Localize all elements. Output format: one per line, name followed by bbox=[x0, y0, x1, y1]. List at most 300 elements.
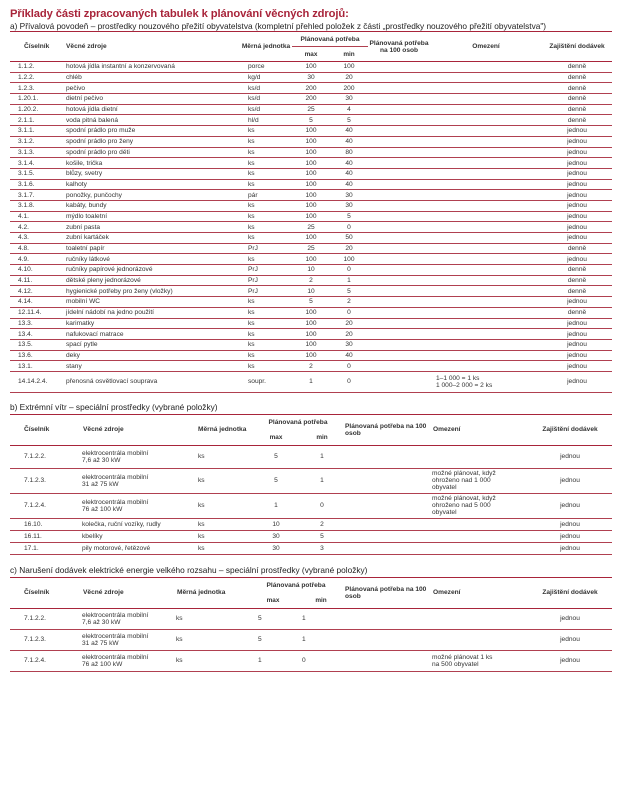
cell-limit bbox=[430, 115, 542, 126]
cell-name: elektrocentrála mobilní 76 až 100 kW bbox=[82, 653, 149, 668]
section-c-body bbox=[10, 608, 612, 671]
cell-max: 100 bbox=[305, 148, 317, 156]
cell-max: 25 bbox=[307, 223, 315, 231]
cell-code: 16.10. bbox=[24, 520, 43, 528]
cell-unit: PrJ bbox=[248, 287, 258, 295]
cell-name: karimatky bbox=[66, 319, 95, 327]
cell-supply: denně bbox=[567, 287, 587, 295]
cell-limit bbox=[430, 361, 542, 372]
cell-name: ručníky papírové jednorázové bbox=[66, 266, 153, 274]
cell-code: 3.1.8. bbox=[18, 202, 35, 210]
cell-supply: jednou bbox=[567, 191, 587, 199]
cell-per100 bbox=[368, 361, 430, 372]
table-row bbox=[10, 445, 612, 468]
section-c-title: c) Narušení dodávek elektrické energie velkého rozsahu – speciální prostředky (vybrané položky) bbox=[10, 564, 368, 575]
cell-code: 13.6. bbox=[18, 351, 33, 359]
cell-name: kbelíky bbox=[82, 532, 103, 540]
cell-code: 4.14. bbox=[18, 298, 33, 306]
cell-supply: denně bbox=[567, 95, 587, 103]
table-row bbox=[10, 361, 612, 372]
header-resource: Věcné zdroje bbox=[83, 426, 124, 434]
cell-per100 bbox=[368, 168, 430, 179]
section-a-body bbox=[10, 62, 612, 393]
table-row bbox=[10, 243, 612, 254]
cell-code: 3.1.2. bbox=[18, 138, 35, 146]
cell-min: 50 bbox=[345, 234, 353, 242]
cell-max: 5 bbox=[274, 477, 278, 485]
cell-min: 40 bbox=[345, 127, 353, 135]
table-row bbox=[10, 233, 612, 244]
cell-name: kabáty, bundy bbox=[66, 202, 107, 210]
cell-code: 3.1.6. bbox=[18, 180, 35, 188]
cell-per100 bbox=[344, 468, 432, 493]
cell-min: 0 bbox=[347, 309, 351, 317]
cell-per100 bbox=[368, 275, 430, 286]
cell-limit bbox=[430, 62, 542, 73]
header-planned: Plánovaná potřeba bbox=[268, 418, 328, 426]
cell-supply: jednou bbox=[567, 341, 587, 349]
cell-per100 bbox=[368, 233, 430, 244]
cell-per100 bbox=[344, 518, 432, 530]
cell-unit: ks bbox=[248, 180, 255, 188]
cell-code: 7.1.2.4. bbox=[24, 502, 46, 510]
cell-code: 3.1.7. bbox=[18, 191, 35, 199]
cell-supply: jednou bbox=[567, 298, 587, 306]
table-row bbox=[10, 94, 612, 105]
cell-unit: pár bbox=[248, 191, 258, 199]
cell-per100 bbox=[368, 371, 430, 392]
cell-unit: PrJ bbox=[248, 245, 258, 253]
cell-supply: jednou bbox=[560, 615, 580, 623]
cell-max: 30 bbox=[272, 544, 280, 552]
cell-max: 5 bbox=[258, 636, 262, 644]
cell-max: 100 bbox=[305, 127, 317, 135]
table-row bbox=[10, 493, 612, 518]
cell-min: 4 bbox=[347, 106, 351, 114]
cell-min: 0 bbox=[347, 378, 351, 386]
cell-supply: jednou bbox=[567, 223, 587, 231]
cell-per100 bbox=[344, 608, 432, 629]
cell-name: zubní pasta bbox=[66, 223, 101, 231]
cell-unit: ks bbox=[248, 159, 255, 167]
cell-max: 100 bbox=[305, 170, 317, 178]
cell-limit bbox=[430, 329, 542, 340]
header-limits: Omezení bbox=[433, 589, 461, 597]
cell-per100 bbox=[368, 265, 430, 276]
cell-max: 25 bbox=[307, 106, 315, 114]
cell-limit bbox=[430, 339, 542, 350]
cell-limit bbox=[432, 518, 528, 530]
cell-max: 5 bbox=[309, 298, 313, 306]
cell-per100 bbox=[368, 318, 430, 329]
cell-limit bbox=[430, 350, 542, 361]
cell-limit bbox=[430, 286, 542, 297]
cell-code: 4.11. bbox=[18, 277, 33, 285]
cell-per100 bbox=[344, 445, 432, 468]
header-resource: Věcné zdroje bbox=[83, 589, 124, 597]
cell-supply: denně bbox=[567, 116, 587, 124]
cell-limit bbox=[432, 629, 528, 650]
cell-max: 100 bbox=[305, 202, 317, 210]
cell-max: 1 bbox=[309, 378, 313, 386]
cell-max: 5 bbox=[274, 453, 278, 461]
cell-per100 bbox=[368, 136, 430, 147]
table-row bbox=[10, 608, 612, 629]
cell-min: 40 bbox=[345, 180, 353, 188]
cell-supply: denně bbox=[567, 63, 587, 71]
cell-min: 5 bbox=[347, 287, 351, 295]
cell-max: 2 bbox=[309, 277, 313, 285]
cell-limit bbox=[430, 190, 542, 201]
cell-unit: porce bbox=[248, 63, 265, 71]
header-supply: Zajištění dodávek bbox=[542, 589, 598, 597]
cell-supply: jednou bbox=[567, 378, 587, 386]
cell-unit: ks bbox=[198, 520, 205, 528]
cell-per100 bbox=[368, 147, 430, 158]
cell-min: 5 bbox=[347, 212, 351, 220]
cell-supply: jednou bbox=[567, 351, 587, 359]
table-row bbox=[10, 629, 612, 650]
cell-limit: možné plánovat 1 ks na 500 obyvatel bbox=[432, 653, 493, 668]
cell-supply: jednou bbox=[567, 148, 587, 156]
table-row bbox=[10, 318, 612, 329]
cell-min: 30 bbox=[345, 341, 353, 349]
cell-unit: ks bbox=[248, 298, 255, 306]
cell-name: elektrocentrála mobilní 31 až 75 kW bbox=[82, 632, 149, 647]
cell-unit: ks bbox=[248, 127, 255, 135]
cell-max: 100 bbox=[305, 180, 317, 188]
cell-unit: ks bbox=[248, 362, 255, 370]
cell-limit bbox=[430, 126, 542, 137]
table-row bbox=[10, 62, 612, 73]
cell-unit: soupr. bbox=[248, 378, 266, 386]
cell-min: 20 bbox=[345, 245, 353, 253]
cell-supply: jednou bbox=[567, 159, 587, 167]
cell-unit: PrJ bbox=[248, 266, 258, 274]
cell-min: 1 bbox=[302, 636, 306, 644]
cell-code: 4.3. bbox=[18, 234, 29, 242]
cell-code: 13.3. bbox=[18, 319, 33, 327]
cell-code: 13.1. bbox=[18, 362, 33, 370]
cell-code: 3.1.1. bbox=[18, 127, 35, 135]
cell-min: 1 bbox=[302, 615, 306, 623]
cell-code: 7.1.2.2. bbox=[24, 453, 46, 461]
cell-limit bbox=[432, 542, 528, 554]
section-b-body bbox=[10, 445, 612, 554]
cell-max: 200 bbox=[305, 84, 317, 92]
cell-min: 2 bbox=[320, 520, 324, 528]
cell-supply: jednou bbox=[560, 453, 580, 461]
cell-limit bbox=[430, 254, 542, 265]
cell-max: 25 bbox=[307, 245, 315, 253]
table-row bbox=[10, 371, 612, 392]
cell-code: 1.2.2. bbox=[18, 74, 35, 82]
header-supply: Zajištění dodávek bbox=[542, 426, 598, 434]
cell-name: elektrocentrála mobilní 7,6 až 30 kW bbox=[82, 611, 149, 626]
header-resource: Věcné zdroje bbox=[66, 43, 107, 50]
section-a-title: a) Přívalová povodeň – prostředky nouzového přežití obyvatelstva (kompletní přehled položek z části „prostředky nouzového přežití obyvatelstva") bbox=[10, 21, 547, 31]
table-row bbox=[10, 136, 612, 147]
section-b-title: b) Extrémní vítr – speciální prostředky (vybrané položky) bbox=[10, 401, 218, 412]
cell-min: 40 bbox=[345, 138, 353, 146]
cell-supply: denně bbox=[567, 84, 587, 92]
cell-unit: ks bbox=[176, 636, 183, 644]
header-per100: Plánovaná potřeba na 100 osob bbox=[345, 422, 427, 437]
cell-min: 200 bbox=[343, 84, 355, 92]
cell-name: spodní prádlo pro ženy bbox=[66, 138, 134, 146]
cell-min: 0 bbox=[347, 266, 351, 274]
cell-code: 3.1.3. bbox=[18, 148, 35, 156]
cell-min: 1 bbox=[320, 453, 324, 461]
cell-limit bbox=[430, 72, 542, 83]
cell-min: 30 bbox=[345, 191, 353, 199]
header-code: Číselník bbox=[24, 426, 50, 434]
cell-supply: denně bbox=[567, 74, 587, 82]
cell-limit bbox=[432, 530, 528, 542]
cell-supply: jednou bbox=[560, 636, 580, 644]
header-limits: Omezení bbox=[472, 43, 500, 50]
cell-name: voda pitná balená bbox=[66, 116, 119, 124]
cell-limit bbox=[430, 307, 542, 318]
cell-supply: jednou bbox=[567, 138, 587, 146]
cell-min: 80 bbox=[345, 148, 353, 156]
cell-min: 5 bbox=[347, 116, 351, 124]
cell-unit: ks bbox=[248, 170, 255, 178]
cell-limit bbox=[430, 265, 542, 276]
table-row bbox=[10, 650, 612, 671]
table-row bbox=[10, 530, 612, 542]
cell-name: hotová jídla instantní a konzervovaná bbox=[66, 63, 175, 71]
cell-code: 4.9. bbox=[18, 255, 29, 263]
table-row bbox=[10, 329, 612, 340]
table-row bbox=[10, 339, 612, 350]
cell-max: 10 bbox=[307, 287, 315, 295]
cell-max: 100 bbox=[305, 63, 317, 71]
table-row bbox=[10, 147, 612, 158]
cell-unit: ks bbox=[198, 502, 205, 510]
cell-supply: denně bbox=[567, 245, 587, 253]
cell-code: 4.2. bbox=[18, 223, 29, 231]
cell-per100 bbox=[368, 222, 430, 233]
header-unit: Měrná jednotka bbox=[241, 43, 291, 50]
header-unit: Měrná jednotka bbox=[198, 426, 247, 434]
cell-limit bbox=[430, 136, 542, 147]
cell-min: 5 bbox=[320, 532, 324, 540]
header-planned: Plánovaná potřeba bbox=[292, 32, 368, 47]
cell-code: 4.12. bbox=[18, 287, 33, 295]
cell-supply: jednou bbox=[560, 544, 580, 552]
cell-supply: jednou bbox=[567, 330, 587, 338]
cell-limit bbox=[430, 297, 542, 308]
cell-per100 bbox=[344, 650, 432, 671]
cell-name: jídelní nádobí na jedno použití bbox=[66, 309, 154, 317]
cell-supply: jednou bbox=[567, 234, 587, 242]
table-row bbox=[10, 307, 612, 318]
cell-name: pečivo bbox=[66, 84, 86, 92]
cell-per100 bbox=[368, 329, 430, 340]
cell-per100 bbox=[368, 297, 430, 308]
section-a-table bbox=[10, 32, 612, 393]
cell-unit: PrJ bbox=[248, 277, 258, 285]
table-row bbox=[10, 275, 612, 286]
cell-max: 1 bbox=[258, 657, 262, 665]
cell-code: 1.2.3. bbox=[18, 84, 35, 92]
cell-name: hygienické potřeby pro ženy (vložky) bbox=[66, 287, 173, 295]
cell-name: spodní prádlo pro muže bbox=[66, 127, 136, 135]
cell-name: pily motorové, řetězové bbox=[82, 544, 151, 552]
cell-max: 100 bbox=[305, 212, 317, 220]
cell-unit: ks bbox=[248, 138, 255, 146]
header-max: max bbox=[269, 433, 283, 441]
cell-unit: ks/d bbox=[248, 84, 261, 92]
cell-max: 10 bbox=[307, 266, 315, 274]
cell-per100 bbox=[368, 243, 430, 254]
cell-unit: kg/d bbox=[248, 74, 261, 82]
cell-code: 3.1.5. bbox=[18, 170, 35, 178]
cell-name: kalhoty bbox=[66, 180, 87, 188]
cell-per100 bbox=[368, 307, 430, 318]
cell-limit bbox=[430, 94, 542, 105]
cell-min: 1 bbox=[320, 477, 324, 485]
cell-per100 bbox=[344, 493, 432, 518]
cell-unit: ks bbox=[198, 544, 205, 552]
cell-min: 30 bbox=[345, 95, 353, 103]
cell-max: 10 bbox=[272, 520, 280, 528]
cell-unit: ks bbox=[176, 615, 183, 623]
cell-limit bbox=[430, 243, 542, 254]
cell-name: ponožky, punčochy bbox=[66, 191, 122, 199]
cell-name: spodní prádlo pro děti bbox=[66, 148, 130, 156]
cell-unit: ks bbox=[248, 223, 255, 231]
cell-per100 bbox=[368, 190, 430, 201]
cell-supply: jednou bbox=[567, 170, 587, 178]
cell-limit bbox=[430, 211, 542, 222]
cell-limit bbox=[430, 168, 542, 179]
cell-max: 100 bbox=[305, 351, 317, 359]
cell-min: 20 bbox=[345, 330, 353, 338]
table-row bbox=[10, 158, 612, 169]
table-row bbox=[10, 104, 612, 115]
cell-max: 100 bbox=[305, 234, 317, 242]
cell-name: kolečka, ruční vozíky, rudly bbox=[82, 520, 161, 528]
cell-min: 40 bbox=[345, 159, 353, 167]
cell-min: 100 bbox=[343, 63, 355, 71]
cell-code: 1.20.1. bbox=[18, 95, 39, 103]
cell-code: 1.20.2. bbox=[18, 106, 39, 114]
cell-name: elektrocentrála mobilní 7,6 až 30 kW bbox=[82, 449, 149, 464]
cell-min: 30 bbox=[345, 202, 353, 210]
cell-per100 bbox=[368, 211, 430, 222]
cell-limit bbox=[430, 222, 542, 233]
cell-supply: denně bbox=[567, 277, 587, 285]
cell-min: 0 bbox=[347, 223, 351, 231]
cell-supply: jednou bbox=[560, 520, 580, 528]
cell-name: elektrocentrála mobilní 76 až 100 kW bbox=[82, 498, 149, 513]
cell-per100 bbox=[368, 286, 430, 297]
cell-code: 7.1.2.3. bbox=[24, 636, 46, 644]
cell-limit bbox=[430, 233, 542, 244]
cell-per100 bbox=[368, 350, 430, 361]
cell-max: 100 bbox=[305, 159, 317, 167]
cell-max: 100 bbox=[305, 138, 317, 146]
cell-code: 12.11.4. bbox=[18, 309, 42, 317]
cell-supply: jednou bbox=[560, 532, 580, 540]
header-supply: Zajištění dodávek bbox=[549, 43, 605, 50]
cell-per100 bbox=[368, 254, 430, 265]
cell-min: 100 bbox=[343, 255, 355, 263]
cell-limit: možné plánovat, když ohroženo nad 1 000 obyvatel bbox=[432, 470, 496, 492]
cell-max: 100 bbox=[305, 341, 317, 349]
table-row bbox=[10, 168, 612, 179]
cell-supply: jednou bbox=[567, 180, 587, 188]
cell-unit: ks bbox=[248, 202, 255, 210]
cell-limit bbox=[430, 83, 542, 94]
cell-name: nafukovací matrace bbox=[66, 330, 124, 338]
cell-name: blůzy, svetry bbox=[66, 170, 103, 178]
cell-unit: ks/d bbox=[248, 106, 261, 114]
cell-max: 30 bbox=[272, 532, 280, 540]
cell-per100 bbox=[344, 542, 432, 554]
cell-name: toaletní papír bbox=[66, 245, 105, 253]
table-row bbox=[10, 72, 612, 83]
cell-min: 40 bbox=[345, 170, 353, 178]
cell-max: 30 bbox=[307, 74, 315, 82]
cell-unit: ks bbox=[248, 319, 255, 327]
cell-supply: jednou bbox=[567, 255, 587, 263]
table-row bbox=[10, 115, 612, 126]
header-code: Číselník bbox=[24, 43, 50, 50]
cell-per100 bbox=[368, 104, 430, 115]
cell-per100 bbox=[368, 158, 430, 169]
table-row bbox=[10, 211, 612, 222]
cell-code: 13.5. bbox=[18, 341, 33, 349]
cell-per100 bbox=[368, 126, 430, 137]
cell-max: 1 bbox=[274, 502, 278, 510]
cell-min: 0 bbox=[347, 362, 351, 370]
table-row bbox=[10, 518, 612, 530]
cell-min: 2 bbox=[347, 298, 351, 306]
section-c-table bbox=[10, 578, 612, 672]
cell-supply: denně bbox=[567, 106, 587, 114]
cell-limit bbox=[430, 200, 542, 211]
cell-unit: ks bbox=[248, 341, 255, 349]
cell-min: 0 bbox=[302, 657, 306, 665]
table-row bbox=[10, 542, 612, 554]
table-row bbox=[10, 222, 612, 233]
cell-per100 bbox=[368, 115, 430, 126]
header-min: min bbox=[316, 433, 328, 441]
cell-name: spací pytle bbox=[66, 341, 98, 349]
cell-max: 100 bbox=[305, 330, 317, 338]
cell-name: deky bbox=[66, 351, 80, 359]
table-row bbox=[10, 468, 612, 493]
cell-name: elektrocentrála mobilní 31 až 75 kW bbox=[82, 473, 149, 488]
cell-supply: denně bbox=[567, 309, 587, 317]
cell-limit bbox=[432, 445, 528, 468]
cell-min: 3 bbox=[320, 544, 324, 552]
cell-per100 bbox=[344, 530, 432, 542]
cell-supply: jednou bbox=[560, 657, 580, 665]
cell-unit: ks bbox=[248, 330, 255, 338]
cell-code: 7.1.2.4. bbox=[24, 657, 46, 665]
cell-code: 4.8. bbox=[18, 245, 29, 253]
cell-per100 bbox=[368, 200, 430, 211]
cell-unit: ks bbox=[248, 148, 255, 156]
table-row bbox=[10, 297, 612, 308]
cell-unit: ks bbox=[248, 212, 255, 220]
header-min: min bbox=[343, 50, 355, 58]
cell-limit bbox=[430, 147, 542, 158]
